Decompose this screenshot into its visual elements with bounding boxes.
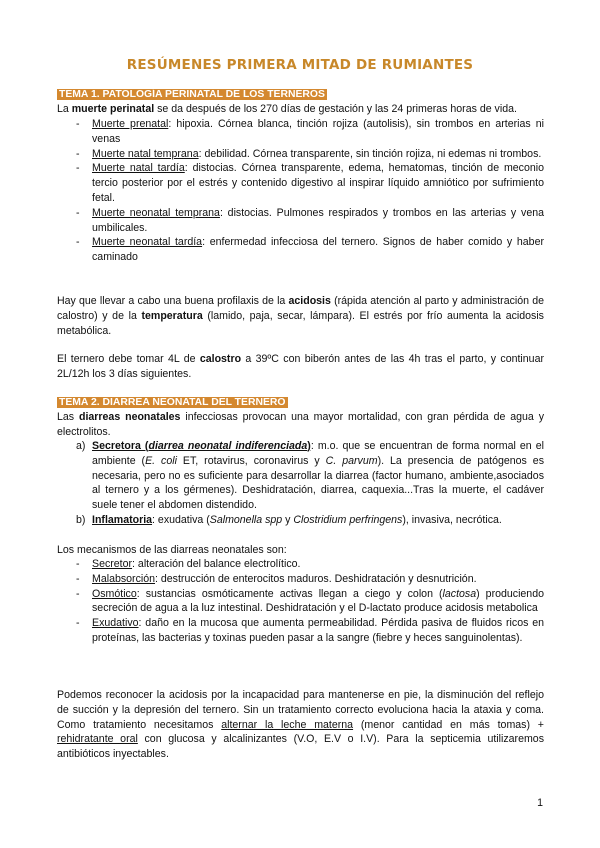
bullet-marker: - xyxy=(76,617,80,630)
intro-text: La xyxy=(57,103,72,115)
intro-text-end: se da después de los 270 días de gestación y las 24 primeras horas de vida. xyxy=(154,103,517,115)
paragraph-text: Hay que llevar a cabo una buena profilaxis de la xyxy=(57,295,289,307)
list-item xyxy=(57,572,544,587)
item-italic: lactosa xyxy=(442,587,477,600)
mechanisms-list xyxy=(57,557,544,646)
bullet-marker: - xyxy=(76,118,80,130)
list-marker: a) xyxy=(76,440,86,452)
item-text: ) produciendo secreción de agua a la luz intestinal. Deshidratación y el D-lactato produce acidosis metabolica xyxy=(92,587,544,615)
item-text: : m.o. que se encuentran de forma normal en el ambiente ( xyxy=(92,440,544,467)
tema1-list xyxy=(57,117,544,265)
item-term: Secretor xyxy=(92,558,133,570)
item-italic: Clostridium perfringens xyxy=(293,513,403,526)
item-text: : sustancias osmóticamente activas llegan a ciego y colon ( xyxy=(136,587,443,600)
tema1-paragraph-calostro xyxy=(57,352,544,382)
item-italic: Salmonella spp xyxy=(209,513,283,526)
list-item xyxy=(57,117,544,147)
paragraph-text: a 39ºC con biberón antes de las 4h tras el parto, y continuar 2L/12h los 3 días siguientes. xyxy=(57,353,544,380)
list-item xyxy=(57,147,544,162)
treatment-paragraph xyxy=(57,688,544,762)
tema2-types-list xyxy=(57,439,544,528)
paragraph-text: El ternero debe tomar 4L de xyxy=(57,353,200,365)
item-text: : alteración del balance electrolítico. xyxy=(132,558,301,570)
bullet-marker: - xyxy=(76,236,80,249)
item-term: Osmótico xyxy=(92,587,137,600)
item-term: Muerte prenatal xyxy=(92,118,169,130)
intro-bold: muerte perinatal xyxy=(71,103,155,115)
bullet-marker: - xyxy=(76,558,80,570)
item-text: : destrucción de enterocitos maduros. Deshidratación y desnutrición. xyxy=(155,572,477,585)
paragraph-underlined: rehidratante oral xyxy=(57,733,138,746)
list-item xyxy=(57,206,544,236)
bullet-marker: - xyxy=(76,162,80,175)
paragraph-bold: temperatura xyxy=(141,309,203,322)
bullet-marker: - xyxy=(76,572,80,585)
tema2-heading: TEMA 2. DIARREA NEONATAL DEL TERNERO xyxy=(59,397,286,408)
item-term: Inflamatoria xyxy=(92,513,153,526)
paragraph-bold: calostro xyxy=(199,353,242,365)
page-number: 1 xyxy=(537,797,543,809)
tema1-intro xyxy=(57,102,544,117)
item-term: Exudativo xyxy=(92,617,139,630)
bullet-marker: - xyxy=(76,206,80,219)
list-item xyxy=(57,587,544,617)
intro-text: Las xyxy=(57,411,79,423)
paragraph-text: (menor cantidad en más tomas) + xyxy=(353,718,544,731)
item-text: : distocias. Pulmones respirados y trombos en las arterias y vena umbilicales. xyxy=(92,206,544,234)
list-marker: b) xyxy=(76,513,86,526)
item-text: : exudativa ( xyxy=(152,513,210,526)
tema1-section xyxy=(57,87,544,103)
bullet-marker: - xyxy=(76,147,80,160)
paragraph-underlined: alternar la leche materna xyxy=(221,718,354,731)
paragraph-text: con glucosa y alcalinizantes (V.O, E.V o I.V). Para la septicemia utilizaremos antibióticos inyectables. xyxy=(57,733,544,761)
item-text: y xyxy=(282,513,294,526)
paragraph-bold: acidosis xyxy=(288,295,331,307)
item-text: ). La presencia de patógenos es necesaria, pero no es suficiente para desarrollar la diarrea (factor humano, ambiente,asociados al ternero y a los gérmenes). Deshidratación, diarrea, caquexia...Tras la muerte, el cadáver suele tener el abdomen distendido. xyxy=(92,454,544,512)
list-item xyxy=(57,616,544,646)
item-text: ET, rotavirus, coronavirus y xyxy=(176,454,326,467)
document-title: RESÚMENES PRIMERA MITAD DE RUMIANTES xyxy=(126,57,474,73)
item-term: Muerte natal temprana xyxy=(92,147,199,160)
tema2-intro xyxy=(57,410,544,440)
paragraph-text: Podemos reconocer la acidosis por la incapacidad para mantenerse en pie, la disminución del reflejo de succión y la depresión del ternero. Sin un tratamiento correcto evoluciona hacia la ataxia y coma. Como tratamiento necesitamos xyxy=(57,689,544,731)
item-term: Muerte neonatal tardía xyxy=(92,236,203,249)
list-item xyxy=(57,161,544,205)
intro-text-end: infecciosas provocan una mayor mortalidad, con gran pérdida de agua y electrolitos. xyxy=(57,411,545,438)
item-term-end: ) xyxy=(307,440,311,452)
item-text: ), invasiva, necrótica. xyxy=(402,513,502,526)
tema1-paragraph-acidosis xyxy=(57,294,544,338)
item-term: Malabsorción xyxy=(92,572,156,585)
item-text: : distocias. Córnea transparente, edema, hematomas, tinción de meconio tercio posterior por el estrés y contenido digestivo al inspirar líquido amniótico por sufrimiento fetal. xyxy=(92,162,544,204)
paragraph-text: (lamido, paja, secar, lámpara). El estrés por frío aumenta la acidosis metabólica. xyxy=(57,309,544,337)
item-term-italic: diarrea neonatal indiferenciada xyxy=(148,440,308,452)
tema1-heading: TEMA 1. PATOLOGÍA PERINATAL DE LOS TERNEROS xyxy=(59,89,325,100)
mechanisms-intro: Los mecanismos de las diarreas neonatales son: xyxy=(57,544,287,556)
list-item xyxy=(57,439,544,513)
list-item xyxy=(57,235,544,265)
item-term: Muerte neonatal temprana xyxy=(92,206,220,219)
item-text: : debilidad. Córnea transparente, sin tinción rojiza, ni edemas ni trombos. xyxy=(198,147,542,160)
item-text: : enfermedad infecciosa del ternero. Signos de haber comido y haber caminado xyxy=(92,236,544,264)
list-item xyxy=(57,513,544,528)
intro-bold: diarreas neonatales xyxy=(78,411,181,423)
item-text: : daño en la mucosa que aumenta permeabilidad. Pérdida pasiva de fluidos ricos en proteínas, las bacterias y toxinas pueden pasar a la sangre (fiebre y heces sanguinolentas). xyxy=(92,617,544,644)
paragraph-text: (rápida atención al parto y administración de calostro) y de la xyxy=(57,295,544,322)
item-term: Secretora ( xyxy=(92,440,149,452)
item-term: Muerte natal tardía xyxy=(92,162,185,175)
bullet-marker: - xyxy=(76,587,80,600)
tema2-section xyxy=(57,395,544,411)
item-text: : hipoxia. Córnea blanca, tinción rojiza (autolisis), sin trombos en arterias ni venas xyxy=(92,118,544,145)
item-italic: E. coli xyxy=(145,454,177,467)
list-item xyxy=(57,557,544,572)
item-italic: C. parvum xyxy=(325,454,378,467)
